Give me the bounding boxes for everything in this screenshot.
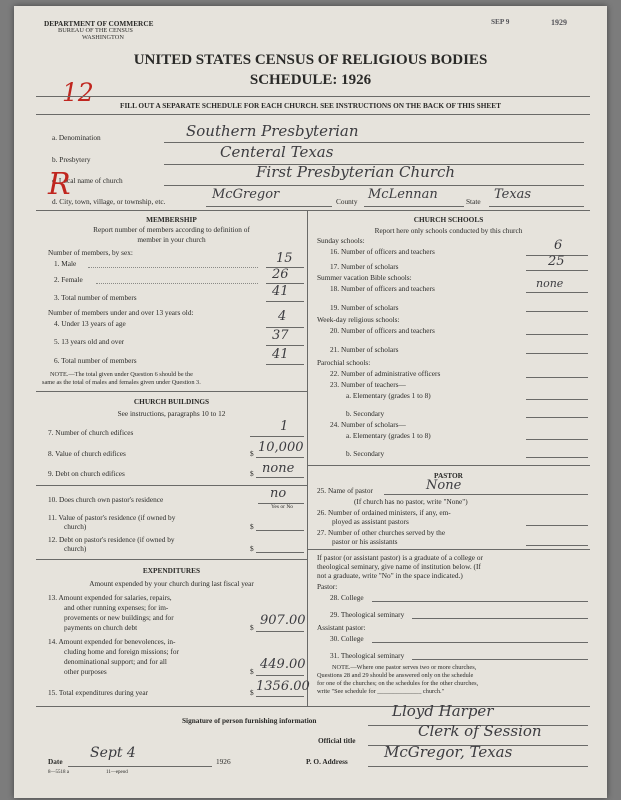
signature-value: Lloyd Harper <box>392 702 494 720</box>
q23a-label: a. Elementary (grades 1 to 8) <box>346 391 431 400</box>
q14-value: 449.00 <box>260 657 306 672</box>
census-schedule-sheet <box>14 6 607 798</box>
q21-label: 21. Number of scholars <box>330 345 399 354</box>
buildings-heading: CHURCH BUILDINGS <box>133 397 210 406</box>
q23-label: 23. Number of teachers— <box>330 380 406 389</box>
q15-dollar: $ <box>250 688 254 697</box>
county-label: County <box>336 197 358 206</box>
body-rule-bottom <box>36 706 590 707</box>
county-line <box>364 206 464 207</box>
membership-note-1: NOTE.—The total given under Question 6 should be the <box>50 371 193 378</box>
schools-heading: CHURCH SCHOOLS <box>413 215 484 224</box>
q9-line <box>256 477 304 478</box>
q24a-line <box>526 439 588 440</box>
po-address-label: P. O. Address <box>306 757 348 766</box>
membership-intro-2: member in your church <box>137 235 206 244</box>
expenditures-heading: EXPENDITURES <box>142 566 201 575</box>
q22-label: 22. Number of administrative officers <box>330 369 441 378</box>
q1-value: 15 <box>276 251 293 266</box>
form-subtitle: SCHEDULE: 1926 <box>249 72 372 88</box>
pastor-subsection-label: Pastor: <box>317 582 338 591</box>
q19-label: 19. Number of scholars <box>330 303 399 312</box>
q13-label-2: and other running expenses; for im- <box>64 603 169 612</box>
q13-label-1: 13. Amount expended for salaries, repairs, <box>48 593 172 602</box>
bureau-city: WASHINGTON <box>82 34 124 41</box>
date-line <box>68 766 212 767</box>
date-year: 1926 <box>216 757 231 766</box>
q23b-label: b. Secondary <box>346 409 385 418</box>
presbytery-label: b. Presbytery <box>52 155 91 164</box>
expenditures-intro: Amount expended by your church during last fiscal year <box>89 579 254 588</box>
membership-heading: MEMBERSHIP <box>146 215 197 224</box>
q17-label: 17. Number of scholars <box>330 262 399 271</box>
handwritten-mark-12: 12 <box>62 78 94 107</box>
q8-value: 10,000 <box>258 440 304 455</box>
q27-line <box>526 545 588 546</box>
q5-value: 37 <box>272 328 289 343</box>
weekday-schools-label: Week-day religious schools: <box>317 315 400 324</box>
q28-label: 28. College <box>330 593 364 602</box>
form-code-2: 11—epeod <box>106 770 128 775</box>
q2-value: 26 <box>272 267 289 282</box>
buildings-intro: See instructions, paragraphs 10 to 12 <box>117 409 226 418</box>
q16-label: 16. Number of officers and teachers <box>330 247 435 256</box>
presbytery-value: Centeral Texas <box>220 143 334 161</box>
q11-dollar: $ <box>250 522 254 531</box>
q14-dollar: $ <box>250 667 254 676</box>
q12-label-1: 12. Debt on pastor's residence (if owned by <box>48 535 175 544</box>
q23b-line <box>526 417 588 418</box>
expenditures-rule <box>36 559 307 560</box>
q1-label: 1. Male <box>54 259 77 268</box>
q10-label: 10. Does church own pastor's residence <box>48 495 164 504</box>
q20-label: 20. Number of officers and teachers <box>330 326 435 335</box>
q15-value: 1356.00 <box>256 679 310 694</box>
graduate-text-3: not a graduate, write "No" in the space indicated.) <box>317 571 463 580</box>
q24b-label: b. Secondary <box>346 449 385 458</box>
q25-hint: (If church has no pastor, write "None") <box>354 497 468 506</box>
q8-dollar: $ <box>250 449 254 458</box>
q30-label: 30. College <box>330 634 364 643</box>
form-title: UNITED STATES CENSUS OF RELIGIOUS BODIES <box>133 52 488 68</box>
q8-line <box>256 457 304 458</box>
q17-value: 25 <box>548 254 565 269</box>
po-address-line <box>368 766 588 767</box>
q17-line <box>526 270 588 271</box>
pastor-heading: PASTOR <box>434 471 463 480</box>
q13-value: 907.00 <box>260 613 306 628</box>
q14-label-4: other purposes <box>64 667 107 676</box>
handwritten-mark-r: R <box>48 167 71 202</box>
q2-leader <box>96 283 258 284</box>
q26-label-2: ployed as assistant pastors <box>332 517 409 526</box>
q18-label: 18. Number of officers and teachers <box>330 284 435 293</box>
q9-label: 9. Debt on church edifices <box>48 469 125 478</box>
church-name-value: First Presbyterian Church <box>256 163 456 181</box>
sunday-schools-label: Sunday schools: <box>317 236 365 245</box>
membership-intro-1: Report number of members according to definition of <box>93 225 250 234</box>
q25-value: None <box>426 478 462 493</box>
q19-line <box>526 311 588 312</box>
q26-label-1: 26. Number of ordained ministers, if any, em- <box>317 508 451 517</box>
buildings-rule <box>36 391 307 392</box>
church-name-label: c. Local name of church <box>52 176 123 185</box>
state-value: Texas <box>494 187 532 202</box>
members-by-sex-label: Number of members, by sex: <box>48 248 133 257</box>
q15-line <box>256 696 304 697</box>
official-title-value: Clerk of Session <box>418 722 542 740</box>
assistant-subsection-label: Assistant pastor: <box>317 623 366 632</box>
q3-label: 3. Total number of members <box>54 293 137 302</box>
header-rule-top <box>36 96 590 97</box>
department-name: DEPARTMENT OF COMMERCE <box>44 19 154 28</box>
q12-dollar: $ <box>250 544 254 553</box>
q4-value: 4 <box>278 309 287 324</box>
q27-label-1: 27. Number of other churches served by the <box>317 528 446 537</box>
q6-value: 41 <box>272 347 289 362</box>
q15-label: 15. Total expenditures during year <box>48 688 149 697</box>
q31-label: 31. Theological seminary <box>330 651 405 660</box>
q23a-line <box>526 399 588 400</box>
q11-label-1: 11. Value of pastor's residence (if owned by <box>48 513 176 522</box>
q7-label: 7. Number of church edifices <box>48 428 134 437</box>
q12-line <box>256 552 304 553</box>
q8-label: 8. Value of church edifices <box>48 449 126 458</box>
q13-label-3: provements or new buildings; and for <box>64 613 174 622</box>
pastor-note-1: NOTE.—Where one pastor serves two or more churches, <box>332 664 477 671</box>
q9-dollar: $ <box>250 469 254 478</box>
q14-line <box>256 675 304 676</box>
q9-value: none <box>262 461 295 476</box>
q11-line <box>256 530 304 531</box>
q14-label-1: 14. Amount expended for benevolences, in- <box>48 637 176 646</box>
q6-label: 6. Total number of members <box>54 356 137 365</box>
q7-line <box>250 436 304 437</box>
q4-label: 4. Under 13 years of age <box>54 319 126 328</box>
q10-value: no <box>270 486 287 501</box>
q10-yes-no-hint: Yes or No <box>271 504 294 510</box>
q7-value: 1 <box>280 419 289 434</box>
column-divider <box>307 210 308 706</box>
q28-line <box>372 601 588 602</box>
parochial-schools-label: Parochial schools: <box>317 358 371 367</box>
city-line <box>206 206 332 207</box>
date-value: Sept 4 <box>90 745 136 761</box>
q18-line <box>526 292 588 293</box>
summer-schools-label: Summer vacation Bible schools: <box>317 273 412 282</box>
graduate-text-2: theological seminary, give name of institution below. (If <box>317 562 481 571</box>
instruction-line: FILL OUT A SEPARATE SCHEDULE FOR EACH CHURCH. SEE INSTRUCTIONS ON THE BACK OF THIS SHEET <box>119 101 501 110</box>
city-value: McGregor <box>212 187 280 202</box>
q20-line <box>526 334 588 335</box>
q5-label: 5. 13 years old and over <box>54 337 125 346</box>
q5-line <box>266 345 304 346</box>
q1-leader <box>88 267 258 268</box>
q30-line <box>372 642 588 643</box>
q31-line <box>412 659 588 660</box>
q12-label-2: church) <box>64 544 87 553</box>
q21-line <box>526 353 588 354</box>
q26-line <box>526 525 588 526</box>
q18-value: none <box>536 277 564 290</box>
signature-label: Signature of person furnishing information <box>182 716 317 725</box>
q16-value: 6 <box>554 238 563 253</box>
state-line <box>489 206 584 207</box>
received-stamp-date: SEP 9 <box>491 17 510 26</box>
q29-line <box>412 618 588 619</box>
q14-label-3: denominational support; and for all <box>64 657 167 666</box>
church-name-line <box>164 185 584 186</box>
q13-line <box>256 631 304 632</box>
graduate-rule <box>307 549 590 550</box>
q13-label-4: payments on church debt <box>64 623 138 632</box>
date-label: Date <box>48 757 63 766</box>
members-by-age-label: Number of members under and over 13 years old: <box>48 308 194 317</box>
state-label: State <box>466 197 481 206</box>
membership-note-2: same as the total of males and females given under Question 3. <box>42 379 201 386</box>
q29-label: 29. Theological seminary <box>330 610 405 619</box>
q3-value: 41 <box>272 284 289 299</box>
county-value: McLennan <box>368 187 438 202</box>
schools-intro: Report here only schools conducted by this church <box>374 226 523 235</box>
po-address-value: McGregor, Texas <box>384 743 513 761</box>
q25-line <box>384 494 588 495</box>
q25-label: 25. Name of pastor <box>317 486 373 495</box>
form-code: 8—5518 a <box>48 770 69 775</box>
q13-dollar: $ <box>250 623 254 632</box>
pastor-note-2: Questions 28 and 29 should be answered only on the schedule <box>317 672 474 679</box>
q24a-label: a. Elementary (grades 1 to 8) <box>346 431 431 440</box>
city-label: d. City, town, village, or township, etc. <box>52 197 166 206</box>
bureau-name: BUREAU OF THE CENSUS <box>58 27 133 34</box>
pastor-note-3: for one of the churches; on the schedules for the other churches, <box>317 680 479 687</box>
q11-label-2: church) <box>64 522 87 531</box>
q24-label: 24. Number of scholars— <box>330 420 406 429</box>
denomination-value: Southern Presbyterian <box>186 122 359 140</box>
q6-line <box>266 364 304 365</box>
header-rule-bottom <box>36 114 590 115</box>
body-rule-top <box>36 210 590 211</box>
graduate-text-1: If pastor (or assistant pastor) is a graduate of a college or <box>317 553 483 562</box>
q2-label: 2. Female <box>54 275 83 284</box>
official-title-label: Official title <box>318 736 356 745</box>
q3-line <box>266 301 304 302</box>
received-stamp-number: 1929 <box>551 18 567 27</box>
q22-line <box>526 377 588 378</box>
pastor-rule <box>307 465 590 466</box>
denomination-label: a. Denomination <box>52 133 101 142</box>
q24b-line <box>526 457 588 458</box>
q14-label-2: cluding home and foreign missions; for <box>64 647 179 656</box>
q27-label-2: pastor or his assistants <box>332 537 398 546</box>
buildings-sub-rule <box>36 485 307 486</box>
pastor-note-4: write "See schedule for ______________ church." <box>317 688 445 695</box>
